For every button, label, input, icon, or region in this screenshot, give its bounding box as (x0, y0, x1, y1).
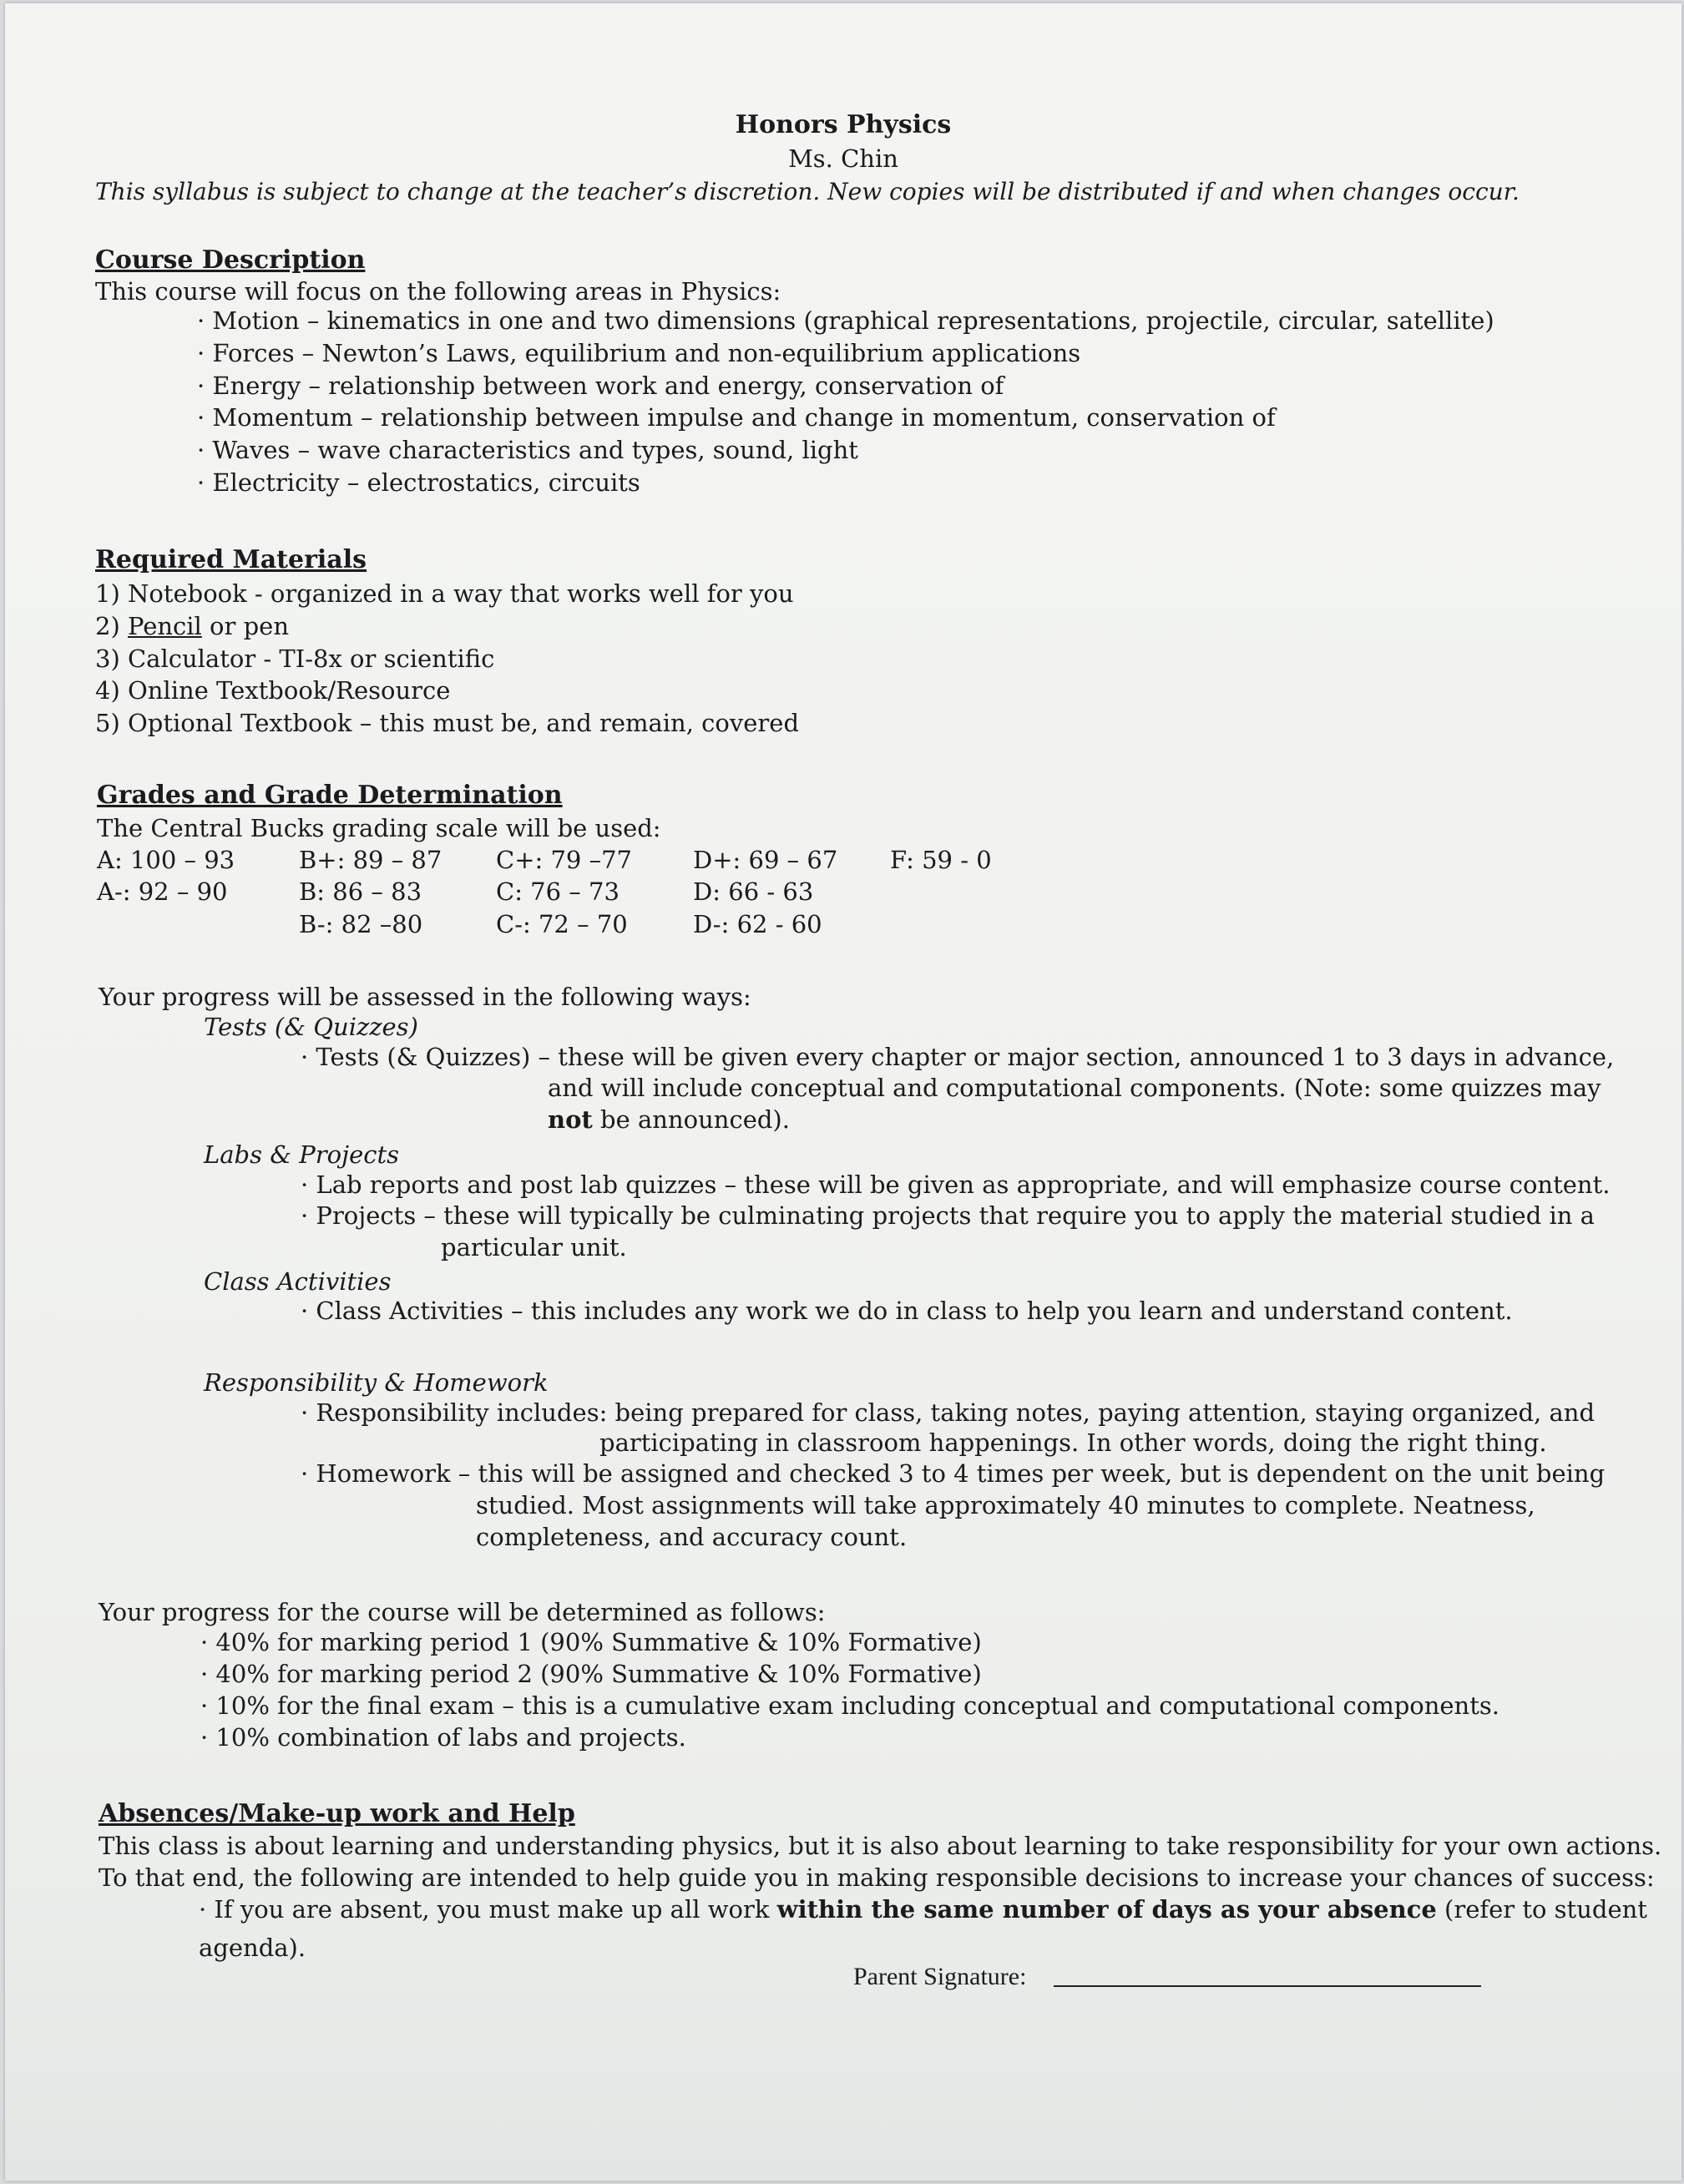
material-notebook: 1) Notebook - organized in a way that works well for you (95, 579, 794, 608)
material-optional-textbook: 5) Optional Textbook – this must be, and remain, covered (95, 709, 800, 737)
material-online-textbook: 4) Online Textbook/Resource (95, 676, 451, 705)
absence-bullet: · If you are absent, you must make up all work within the same number of days as your absence (refer to student (199, 1895, 1647, 1924)
topic-momentum: · Momentum – relationship between impulse and change in momentum, conservation of (197, 403, 1276, 432)
material-pencil: 2) Pencil or pen (95, 612, 289, 640)
grade-c-plus: C+: 79 –77 (496, 846, 632, 874)
tests-line-1: · Tests (& Quizzes) – these will be given every chapter or major section, announced 1 to 3 days in advance, (301, 1043, 1615, 1071)
material-calculator: 3) Calculator - TI-8x or scientific (95, 645, 495, 673)
homework-line-2: studied. Most assignments will take approximately 40 minutes to complete. Neatness, (476, 1491, 1535, 1519)
assessment-intro: Your progress will be assessed in the following ways: (99, 983, 751, 1011)
class-activities-line-1: · Class Activities – this includes any work we do in class to help you learn and understand content. (301, 1297, 1513, 1325)
absences-line-1: This class is about learning and understanding physics, but it is also about learning to take responsibility for your own actions. (99, 1832, 1662, 1860)
projects-line-2: particular unit. (441, 1233, 627, 1261)
determination-intro: Your progress for the course will be determined as follows: (99, 1598, 826, 1626)
course-description-heading: Course Description (95, 245, 366, 275)
grade-a: A: 100 – 93 (97, 846, 235, 874)
tests-line-2: and will include conceptual and computational components. (Note: some quizzes may (548, 1074, 1601, 1102)
grades-heading: Grades and Grade Determination (97, 781, 563, 810)
class-activities-label: Class Activities (204, 1267, 392, 1296)
teacher-name: Ms. Chin (788, 144, 898, 173)
topic-forces: · Forces – Newton’s Laws, equilibrium and non-equilibrium applications (197, 339, 1081, 367)
grade-c-minus: C-: 72 – 70 (496, 910, 628, 938)
responsibility-line-1: · Responsibility includes: being prepared for class, taking notes, paying attention, staying organized, and (301, 1398, 1596, 1427)
labs-line-1: · Lab reports and post lab quizzes – these will be given as appropriate, and will emphasize course content. (301, 1170, 1611, 1199)
absence-bullet-line-2: agenda). (199, 1934, 306, 1962)
projects-line-1: · Projects – these will typically be culminating projects that require you to apply the material studied in a (301, 1201, 1595, 1230)
topic-electricity: · Electricity – electrostatics, circuits (197, 468, 640, 497)
determination-final-exam: · 10% for the final exam – this is a cumulative exam including conceptual and computational components. (200, 1691, 1499, 1720)
course-description-intro: This course will focus on the following areas in Physics: (95, 277, 781, 306)
parent-signature-line[interactable] (1054, 1985, 1481, 1987)
syllabus-disclaimer: This syllabus is subject to change at the teacher’s discretion. New copies will be distributed if and when changes occur. (95, 178, 1520, 205)
topic-energy: · Energy – relationship between work and energy, conservation of (197, 372, 1004, 400)
determination-mp2: · 40% for marking period 2 (90% Summative & 10% Formative) (200, 1660, 982, 1688)
grade-a-minus: A-: 92 – 90 (97, 877, 228, 906)
labs-label: Labs & Projects (204, 1140, 400, 1169)
grade-d: D: 66 - 63 (693, 877, 814, 906)
grade-b-plus: B+: 89 – 87 (299, 846, 442, 874)
grade-d-plus: D+: 69 – 67 (693, 846, 838, 874)
syllabus-page (5, 3, 1681, 2181)
topic-waves: · Waves – wave characteristics and types, sound, light (197, 436, 858, 464)
grading-scale-intro: The Central Bucks grading scale will be used: (97, 814, 661, 842)
grade-b-minus: B-: 82 –80 (299, 910, 423, 938)
absences-line-2: To that end, the following are intended to help guide you in making responsible decisions to increase your chances of success: (99, 1863, 1655, 1892)
grade-b: B: 86 – 83 (299, 877, 422, 906)
page-title: Honors Physics (735, 110, 952, 139)
determination-labs-projects: · 10% combination of labs and projects. (200, 1723, 686, 1752)
tests-line-3: not be announced). (548, 1105, 790, 1134)
homework-line-3: completeness, and accuracy count. (476, 1523, 908, 1551)
parent-signature-label: Parent Signature: (853, 1963, 1027, 1990)
tests-label: Tests (& Quizzes) (204, 1013, 418, 1041)
homework-line-1: · Homework – this will be assigned and checked 3 to 4 times per week, but is dependent on the unit being (301, 1459, 1606, 1488)
responsibility-label: Responsibility & Homework (204, 1368, 549, 1397)
required-materials-heading: Required Materials (95, 545, 367, 574)
grade-c: C: 76 – 73 (496, 877, 619, 906)
topic-motion: · Motion – kinematics in one and two dimensions (graphical representations, projectile, circular, satellite) (197, 306, 1494, 335)
absences-heading: Absences/Make-up work and Help (99, 1799, 575, 1828)
grade-f: F: 59 - 0 (890, 846, 992, 874)
grade-d-minus: D-: 62 - 60 (693, 910, 822, 938)
determination-mp1: · 40% for marking period 1 (90% Summative & 10% Formative) (200, 1628, 982, 1656)
responsibility-line-2: participating in classroom happenings. In other words, doing the right thing. (599, 1428, 1547, 1457)
